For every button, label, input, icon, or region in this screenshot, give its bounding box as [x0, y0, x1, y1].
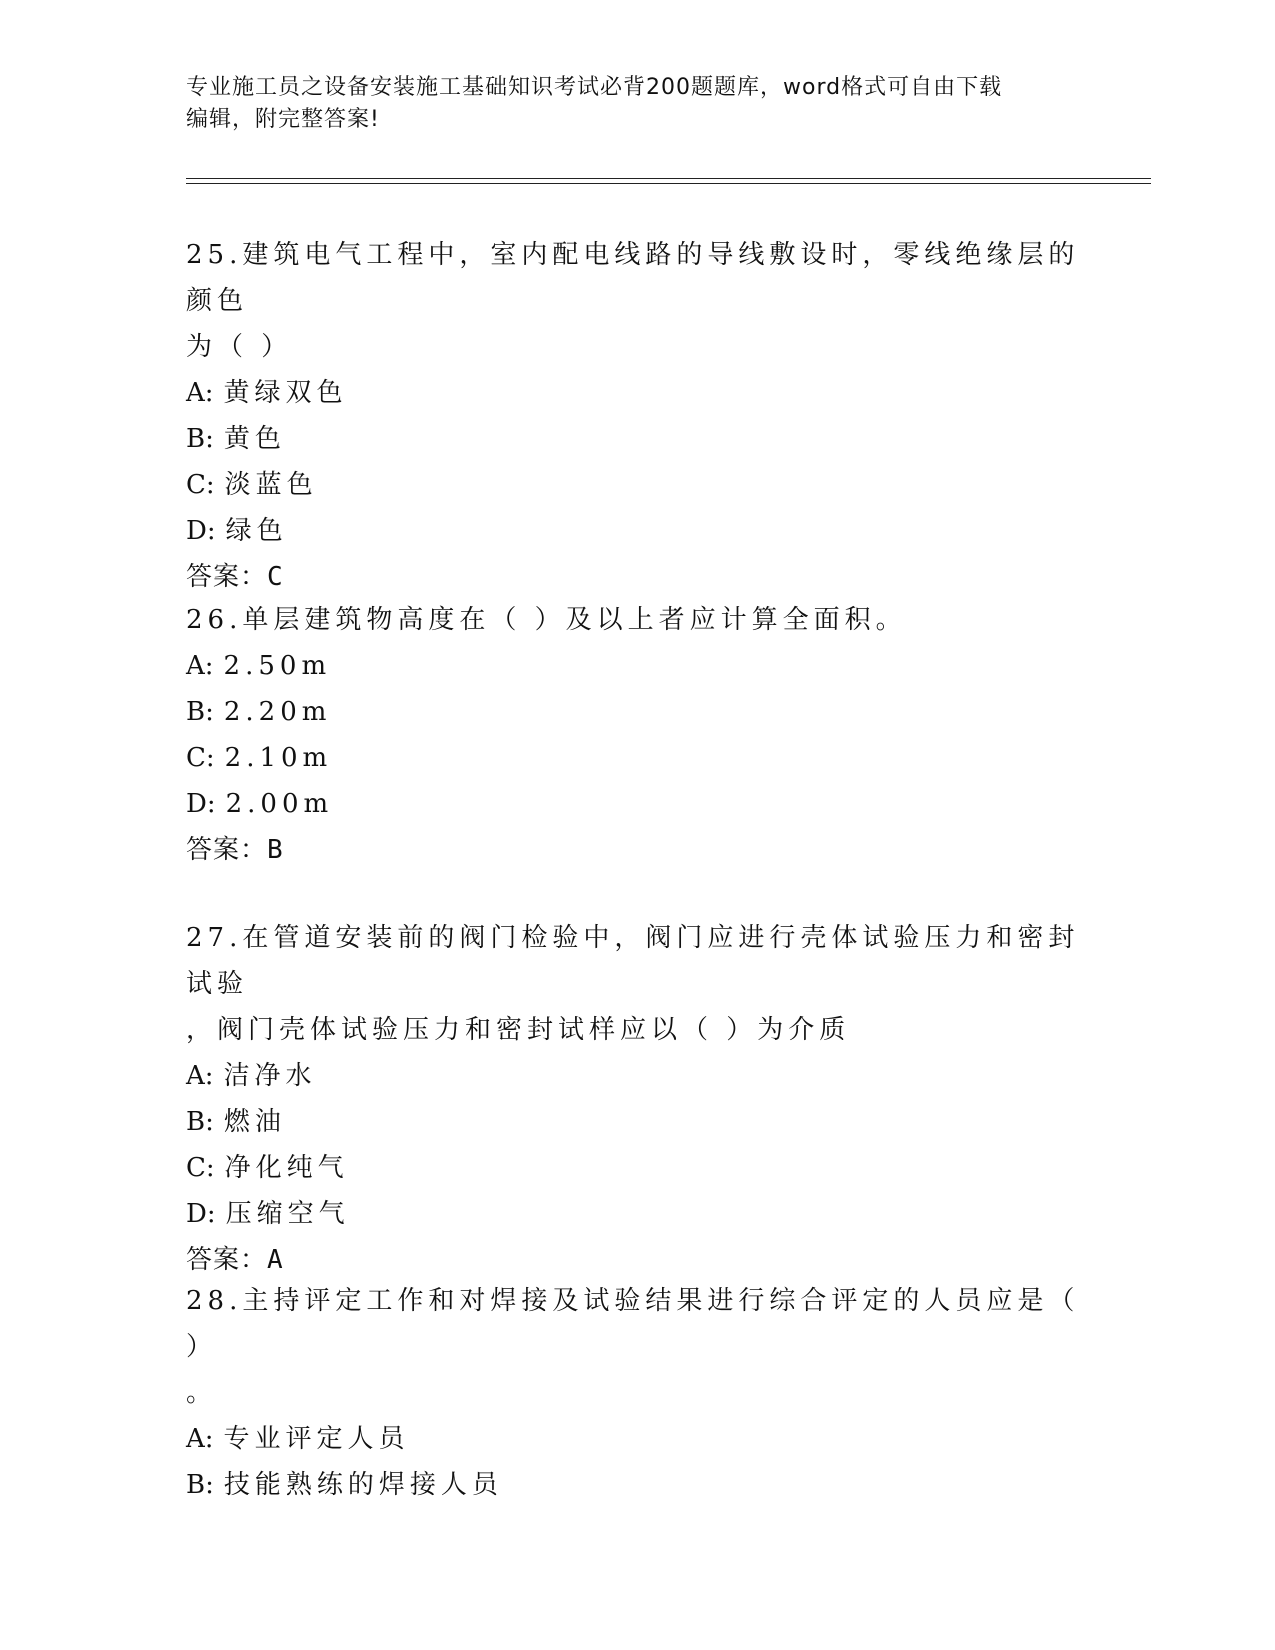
option-text: 黄绿双色 [223, 378, 348, 408]
header-line-2: 编辑，附完整答案! [186, 107, 380, 132]
option-letter: C: [186, 1153, 215, 1183]
option-letter: C: [186, 470, 215, 500]
question-stem: 26.单层建筑物高度在（ ）及以上者应计算全面积。 [186, 605, 907, 635]
option-text: 净化纯气 [224, 1153, 349, 1183]
option-letter: C: [186, 743, 215, 773]
header-line-1: 专业施工员之设备安装施工基础知识考试必背200题题库，word格式可自由下载 [186, 75, 1003, 100]
question-stem-continued: 。 [186, 1378, 218, 1408]
option-letter: B: [186, 424, 214, 454]
option-text: 技能熟练的焊接人员 [223, 1470, 503, 1500]
option-b [186, 1099, 1086, 1145]
option-letter: D: [186, 1199, 216, 1229]
option-text: 2.00m [225, 789, 334, 819]
answer-label: 答案： [186, 835, 268, 865]
header-divider-bottom [186, 183, 1151, 184]
answer-value: A [267, 1245, 284, 1275]
option-b [186, 1462, 1086, 1508]
question-stem-continued: 为（ ） [186, 332, 293, 362]
question-stem-continued: ，阀门壳体试验压力和密封试样应以（ ）为介质 [186, 1015, 851, 1045]
header-divider-top [186, 178, 1151, 179]
option-letter: A: [186, 651, 214, 681]
question-stem: 28.主持评定工作和对焊接及试验结果进行综合评定的人员应是（ ） [186, 1286, 1080, 1362]
answer-value: B [267, 835, 284, 865]
option-d [186, 508, 1086, 554]
option-text: 燃油 [223, 1107, 286, 1137]
option-letter: A: [186, 1424, 214, 1454]
option-c [186, 735, 1086, 781]
option-c [186, 1145, 1086, 1191]
option-letter: B: [186, 1470, 214, 1500]
option-text: 2.50m [223, 651, 332, 681]
question-25 [186, 232, 1086, 600]
option-c [186, 462, 1086, 508]
option-letter: A: [186, 1061, 214, 1091]
option-text: 黄色 [223, 424, 286, 454]
option-letter: D: [186, 789, 216, 819]
option-b [186, 689, 1086, 735]
question-27 [186, 915, 1086, 1283]
option-letter: D: [186, 516, 216, 546]
answer-line [186, 827, 1086, 873]
question-26 [186, 597, 1086, 873]
answer-label: 答案： [186, 562, 268, 592]
option-d [186, 781, 1086, 827]
option-a [186, 370, 1086, 416]
option-letter: B: [186, 1107, 214, 1137]
question-stem: 25.建筑电气工程中，室内配电线路的导线敷设时，零线绝缘层的颜色 [186, 240, 1080, 316]
option-letter: A: [186, 378, 214, 408]
document-header [186, 72, 1086, 136]
option-text: 专业评定人员 [223, 1424, 410, 1454]
answer-line [186, 1237, 1086, 1283]
answer-line [186, 554, 1086, 600]
option-text: 压缩空气 [225, 1199, 350, 1229]
option-text: 2.20m [223, 697, 332, 727]
option-a [186, 643, 1086, 689]
option-text: 2.10m [224, 743, 333, 773]
option-a [186, 1416, 1086, 1462]
answer-label: 答案： [186, 1245, 268, 1275]
option-b [186, 416, 1086, 462]
option-text: 绿色 [225, 516, 288, 546]
option-text: 洁净水 [223, 1061, 317, 1091]
option-text: 淡蓝色 [224, 470, 318, 500]
question-stem: 27.在管道安装前的阀门检验中，阀门应进行壳体试验压力和密封试验 [186, 923, 1080, 999]
option-d [186, 1191, 1086, 1237]
answer-value: C [267, 562, 284, 592]
question-28 [186, 1278, 1086, 1508]
option-a [186, 1053, 1086, 1099]
option-letter: B: [186, 697, 214, 727]
